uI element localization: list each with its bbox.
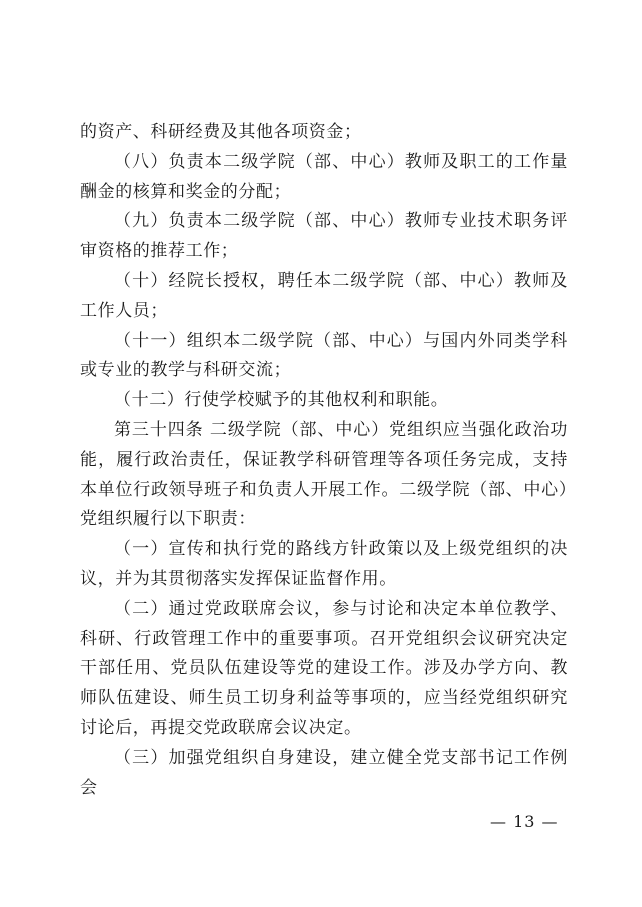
paragraph-continuation: 的资产、科研经费及其他各项资金； [80,122,362,142]
paragraph-duty-2: （二）通过党政联席会议，参与讨论和决定本单位教学、科研、行政管理工作中的重要事项。召开党组织会议研究决定干部任用、党员队伍建设等党的建设工作。涉及办学方向、教师队伍建设、师生员工切身利益等事项的，应当经党组织研究讨论后，再提交党政联席会议决定。 [80,598,568,738]
paragraph-item-12: （十二）行使学校赋予的其他权利和职能。 [114,390,449,411]
document-body [80,118,568,803]
paragraph-item-11: （十一）组织本二级学院（部、中心）与国内外同类学科或专业的教学与科研交流； [80,330,568,381]
page-number: — 13 — [490,812,559,831]
paragraph-duty-3: （三）加强党组织自身建设，建立健全党支部书记工作例会 [80,747,568,798]
paragraph-duty-1: （一）宣传和执行党的路线方针政策以及上级党组织的决议，并为其贯彻落实发挥保证监督作用。 [80,539,568,589]
paragraph-item-8: （八）负责本二级学院（部、中心）教师及职工的工作量酬金的核算和奖金的分配； [80,151,568,202]
paragraph-item-10: （十）经院长授权，聘任本二级学院（部、中心）教师及工作人员； [80,270,568,321]
paragraph-article-34: 第三十四条 二级学院（部、中心）党组织应当强化政治功能，履行政治责任，保证教学科研管理等各项任务完成，支持本单位行政领导班子和负责人开展工作。二级学院（部、中心）党组织履行以下职责： [80,419,568,530]
paragraph-item-9: （九）负责本二级学院（部、中心）教师专业技术职务评审资格的推荐工作； [80,211,568,262]
